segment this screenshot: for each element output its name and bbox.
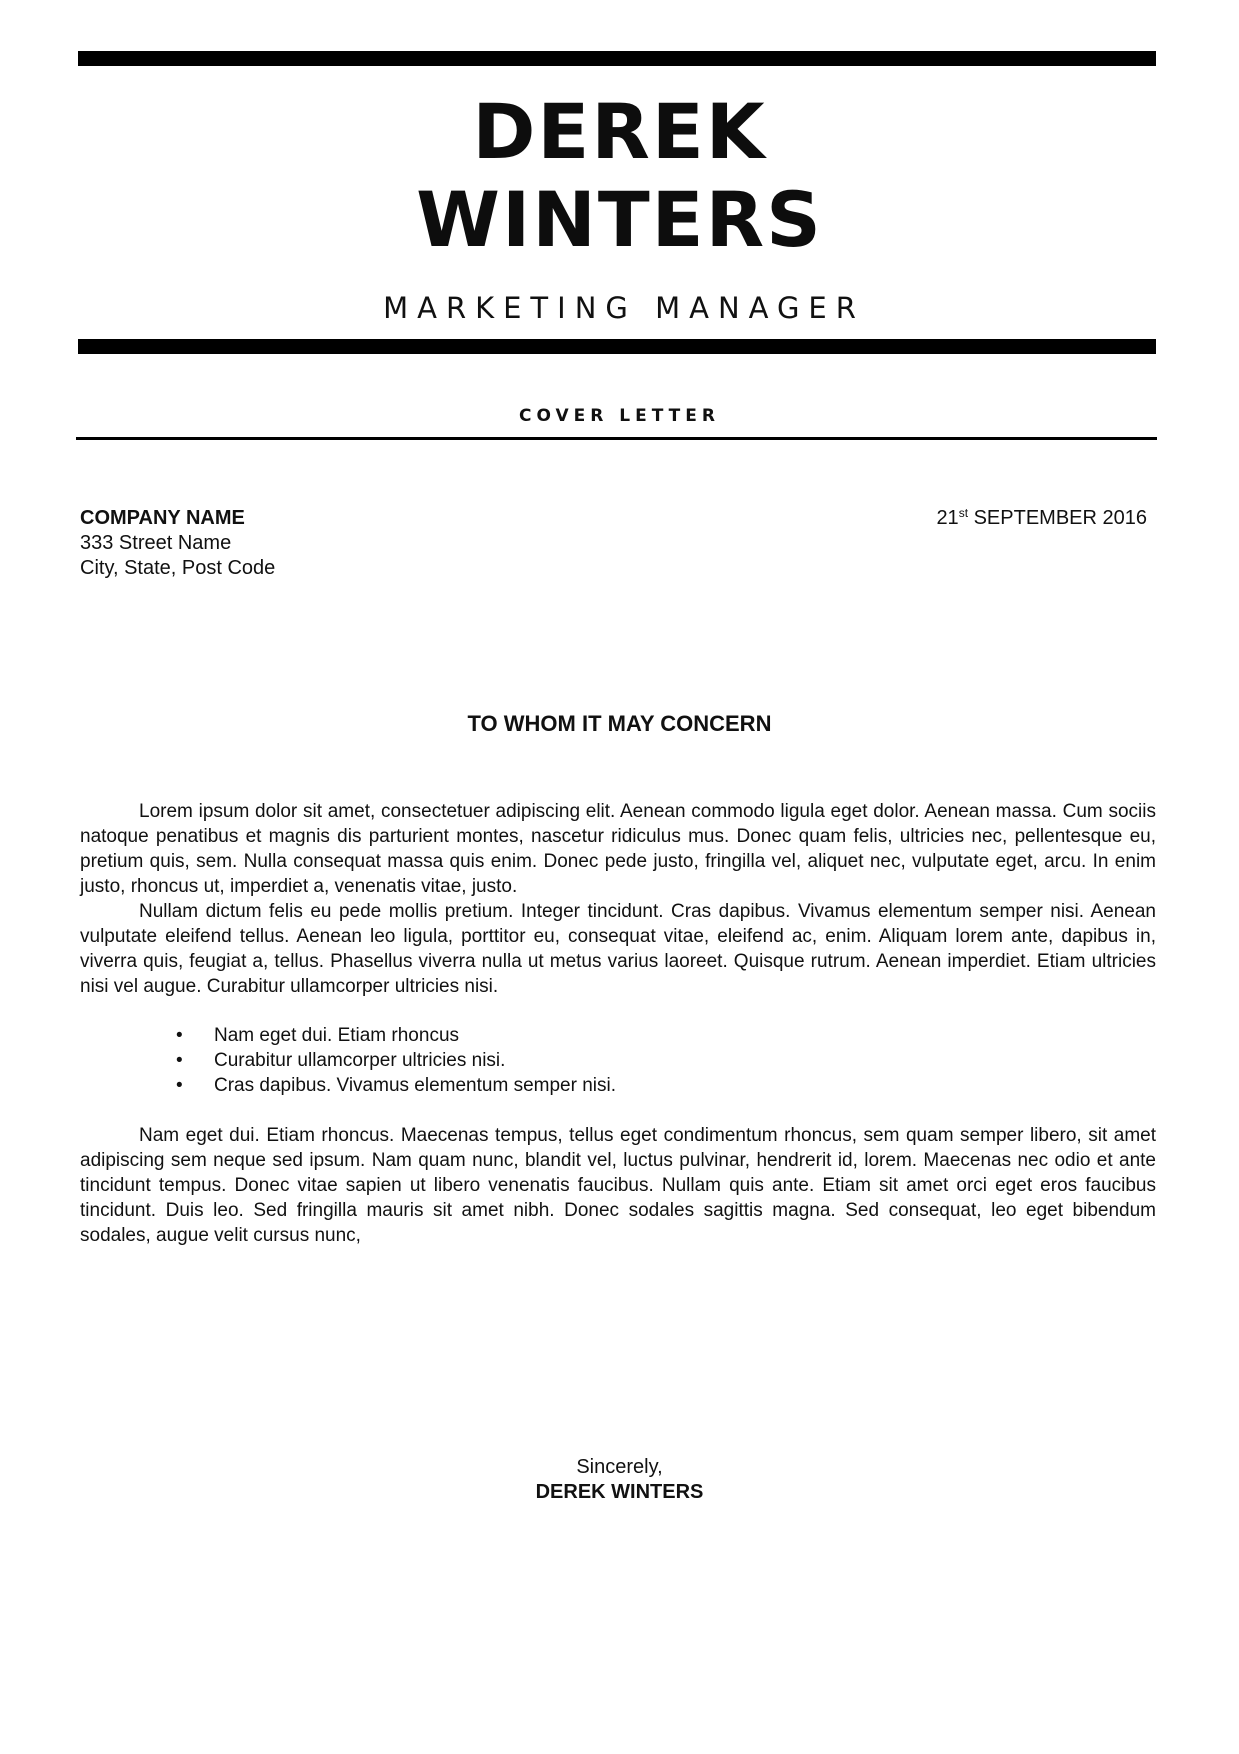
date-ordinal-suffix: st [958,506,969,520]
recipient-address [80,506,275,581]
header-top-rule [78,51,1156,66]
applicant-name [0,88,1239,264]
date-month-year: SEPTEMBER 2016 [968,507,1147,529]
signer-name: DEREK WINTERS [535,1481,704,1503]
list-item-text: Curabitur ullamcorper ultricies nisi. [214,1050,506,1071]
signoff: Sincerely, [576,1456,663,1478]
recipient-company: COMPANY NAME [80,507,245,529]
date-day: 21 [936,507,959,529]
list-item-text: Cras dapibus. Vivamus elementum semper nisi. [214,1075,616,1096]
bullet-icon: • [176,1075,183,1096]
header-bottom-rule [78,339,1156,354]
list-item [176,1023,1156,1048]
bullet-icon: • [176,1050,183,1071]
body-paragraph-2: Nullam dictum felis eu pede mollis pretium. Integer tincidunt. Cras dapibus. Vivamus elementum semper nisi. Aenean vulputate eleifend tellus. Aenean leo ligula, porttitor eu, consequat vitae, eleifend ac, enim. Aliquam lorem ante, dapibus in, viverra quis, feugiat a, tellus. Phasellus viverra nulla ut metus varius laoreet. Quisque rutrum. Aenean imperdiet. Etiam ultricies nisi vel augue. Curabitur ullamcorper ultricies nisi. [80,901,1156,997]
list-item [176,1048,1156,1073]
bullet-list [80,1023,1156,1098]
section-divider [76,437,1157,440]
recipient-city-line: City, State, Post Code [80,557,276,579]
section-title: COVER LETTER [519,406,720,426]
job-title: MARKETING MANAGER [383,291,865,325]
recipient-street: 333 Street Name [80,532,232,554]
list-item-text: Nam eget dui. Etiam rhoncus [214,1025,460,1046]
body-paragraph-3: Nam eget dui. Etiam rhoncus. Maecenas tempus, tellus eget condimentum rhoncus, sem quam semper libero, sit amet adipiscing sem neque sed ipsum. Nam quam nunc, blandit vel, luctus pulvinar, hendrerit id, lorem. Maecenas nec odio et ante tincidunt tempus. Donec vitae sapien ut libero venenatis faucibus. Nullam quis ante. Etiam sit amet orci eget eros faucibus tincidunt. Duis leo. Sed fringilla mauris sit amet nibh. Donec sodales sagittis magna. Sed consequat, leo eget bibendum sodales, augue velit cursus nunc, [80,1125,1156,1246]
closing [0,1455,1239,1505]
first-name: DEREK [472,87,767,176]
list-item [176,1073,1156,1098]
body-paragraph-1: Lorem ipsum dolor sit amet, consectetuer adipiscing elit. Aenean commodo ligula eget dolor. Aenean massa. Cum sociis natoque penatibus et magnis dis parturient montes, nascetur ridiculus mus. Donec quam felis, ultricies nec, pellentesque eu, pretium quis, sem. Nulla consequat massa quis enim. Donec pede justo, fringilla vel, aliquet nec, vulputate eget, arcu. In enim justo, rhoncus ut, imperdiet a, venenatis vitae, justo. [80,801,1156,897]
letter-date [936,506,1147,531]
last-name: WINTERS [416,175,823,264]
bullet-icon: • [176,1025,183,1046]
letter-body [80,799,1156,1248]
salutation: TO WHOM IT MAY CONCERN [467,711,772,736]
